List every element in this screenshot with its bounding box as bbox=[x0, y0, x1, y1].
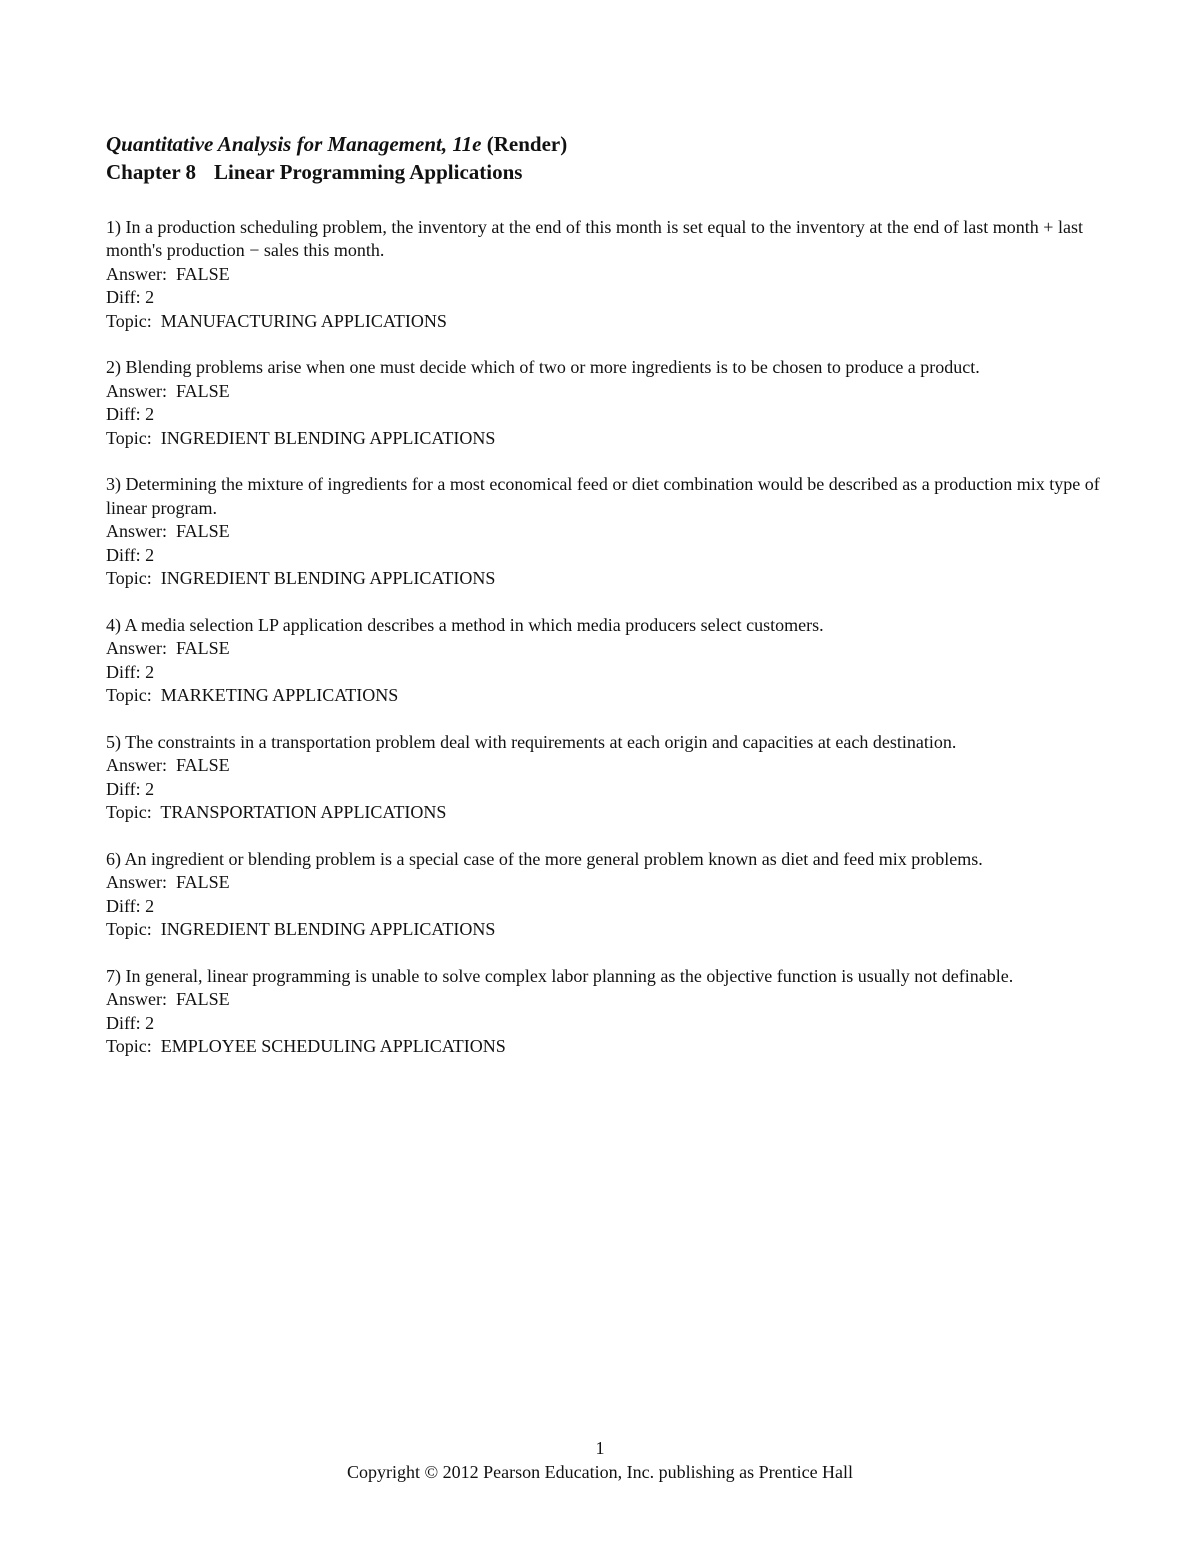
answer-value: FALSE bbox=[176, 380, 230, 401]
topic-line bbox=[106, 567, 1106, 590]
question-item bbox=[106, 356, 1106, 450]
topic-line bbox=[106, 310, 1106, 333]
diff-line bbox=[106, 778, 1106, 801]
diff-label: Diff: bbox=[106, 404, 141, 425]
question-list bbox=[106, 216, 1106, 1082]
question-item bbox=[106, 216, 1106, 333]
topic-value: TRANSPORTATION APPLICATIONS bbox=[160, 802, 447, 823]
diff-line bbox=[106, 403, 1106, 426]
topic-label: Topic: bbox=[106, 568, 152, 589]
document-header bbox=[106, 130, 1106, 186]
question-text: 7) In general, linear programming is unable to solve complex labor planning as the objective function is usually not definable. bbox=[106, 965, 1014, 986]
question-item bbox=[106, 848, 1106, 942]
answer-label: Answer: bbox=[106, 755, 167, 776]
topic-line bbox=[106, 1035, 1106, 1058]
page-number: 1 bbox=[595, 1438, 605, 1458]
answer-line bbox=[106, 988, 1106, 1011]
answer-line bbox=[106, 637, 1106, 660]
answer-label: Answer: bbox=[106, 521, 167, 542]
answer-line bbox=[106, 871, 1106, 894]
topic-value: INGREDIENT BLENDING APPLICATIONS bbox=[160, 568, 496, 589]
topic-label: Topic: bbox=[106, 427, 152, 448]
diff-label: Diff: bbox=[106, 895, 141, 916]
answer-label: Answer: bbox=[106, 638, 167, 659]
topic-value: EMPLOYEE SCHEDULING APPLICATIONS bbox=[160, 1036, 506, 1057]
topic-line bbox=[106, 801, 1106, 824]
topic-value: MARKETING APPLICATIONS bbox=[160, 685, 399, 706]
answer-label: Answer: bbox=[106, 263, 167, 284]
question-item bbox=[106, 614, 1106, 708]
copyright-notice: Copyright © 2012 Pearson Education, Inc. publishing as Prentice Hall bbox=[346, 1462, 854, 1482]
book-title-line bbox=[106, 130, 1106, 158]
diff-value: 2 bbox=[145, 287, 155, 308]
diff-line bbox=[106, 1012, 1106, 1035]
topic-label: Topic: bbox=[106, 685, 152, 706]
answer-line bbox=[106, 754, 1106, 777]
answer-value: FALSE bbox=[176, 521, 230, 542]
diff-label: Diff: bbox=[106, 1012, 141, 1033]
diff-value: 2 bbox=[145, 544, 155, 565]
question-item bbox=[106, 965, 1106, 1059]
answer-value: FALSE bbox=[176, 263, 230, 284]
question-text: 1) In a production scheduling problem, the inventory at the end of this month is set equal to the inventory at the end of last month + last month's production − sales this month. bbox=[106, 217, 1083, 261]
book-author: (Render) bbox=[481, 132, 568, 156]
answer-line bbox=[106, 263, 1106, 286]
topic-line bbox=[106, 427, 1106, 450]
question-text: 6) An ingredient or blending problem is a special case of the more general problem known as diet and feed mix problems. bbox=[106, 848, 983, 869]
topic-line bbox=[106, 684, 1106, 707]
diff-line bbox=[106, 286, 1106, 309]
topic-line bbox=[106, 918, 1106, 941]
diff-label: Diff: bbox=[106, 661, 141, 682]
topic-label: Topic: bbox=[106, 919, 152, 940]
chapter-label: Chapter 8 bbox=[106, 160, 197, 184]
answer-label: Answer: bbox=[106, 989, 167, 1010]
chapter-heading bbox=[106, 158, 1106, 186]
diff-value: 2 bbox=[145, 661, 155, 682]
topic-value: MANUFACTURING APPLICATIONS bbox=[160, 310, 447, 331]
answer-line bbox=[106, 520, 1106, 543]
answer-label: Answer: bbox=[106, 380, 167, 401]
answer-label: Answer: bbox=[106, 872, 167, 893]
topic-label: Topic: bbox=[106, 1036, 152, 1057]
question-text: 4) A media selection LP application describes a method in which media producers select customers. bbox=[106, 614, 824, 635]
topic-label: Topic: bbox=[106, 802, 152, 823]
diff-label: Diff: bbox=[106, 778, 141, 799]
diff-line bbox=[106, 895, 1106, 918]
diff-value: 2 bbox=[145, 778, 155, 799]
diff-label: Diff: bbox=[106, 287, 141, 308]
answer-line bbox=[106, 380, 1106, 403]
answer-value: FALSE bbox=[176, 638, 230, 659]
diff-value: 2 bbox=[145, 895, 155, 916]
diff-value: 2 bbox=[145, 404, 155, 425]
topic-label: Topic: bbox=[106, 310, 152, 331]
question-text: 3) Determining the mixture of ingredients for a most economical feed or diet combination would be described as a production mix type of linear program. bbox=[106, 474, 1100, 518]
question-item bbox=[106, 731, 1106, 825]
answer-value: FALSE bbox=[176, 755, 230, 776]
page-footer bbox=[0, 1436, 1200, 1484]
diff-line bbox=[106, 544, 1106, 567]
answer-value: FALSE bbox=[176, 872, 230, 893]
question-text: 2) Blending problems arise when one must decide which of two or more ingredients is to be chosen to produce a product. bbox=[106, 357, 980, 378]
diff-value: 2 bbox=[145, 1012, 155, 1033]
answer-value: FALSE bbox=[176, 989, 230, 1010]
question-text: 5) The constraints in a transportation problem deal with requirements at each origin and capacities at each destination. bbox=[106, 731, 957, 752]
topic-value: INGREDIENT BLENDING APPLICATIONS bbox=[160, 919, 496, 940]
question-item bbox=[106, 473, 1106, 590]
diff-line bbox=[106, 661, 1106, 684]
chapter-title: Linear Programming Applications bbox=[214, 160, 523, 184]
topic-value: INGREDIENT BLENDING APPLICATIONS bbox=[160, 427, 496, 448]
diff-label: Diff: bbox=[106, 544, 141, 565]
book-title: Quantitative Analysis for Management, 11e bbox=[106, 132, 482, 156]
